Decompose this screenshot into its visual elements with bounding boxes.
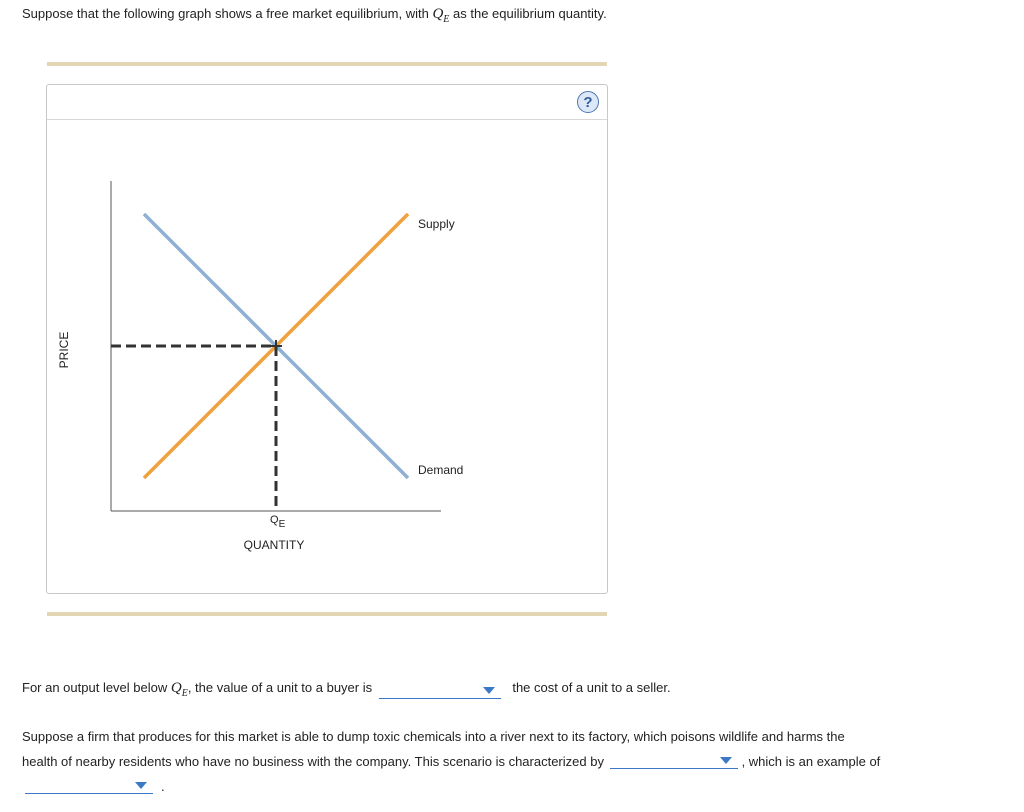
qe-symbol: $Q_E$	[170, 680, 188, 699]
bottom-divider	[47, 612, 607, 616]
graph-panel	[46, 84, 608, 594]
help-icon[interactable]: ?	[577, 91, 599, 113]
question-2-line-1: Suppose a firm that produces for this market is able to dump toxic chemicals into a river next to its factory, which poisons wildlife and harms the	[22, 729, 845, 744]
q2-text: , which is an example of	[741, 754, 881, 769]
intro-text-part: Suppose that the following graph shows a free market equilibrium, with	[22, 6, 433, 21]
q1-text: , the value of a unit to a buyer is	[187, 680, 376, 695]
intro-text-part: as the equilibrium quantity.	[449, 6, 607, 21]
question-1	[22, 680, 671, 699]
q1-text: For an output level below	[22, 680, 171, 695]
buyer-value-dropdown[interactable]	[379, 684, 501, 699]
dropdown-caret-icon	[483, 687, 495, 694]
y-axis-label: PRICE	[57, 331, 71, 369]
x-axis-label: QUANTITY	[243, 538, 305, 552]
demand-label: Demand	[418, 463, 464, 477]
dropdown-caret-icon	[135, 782, 147, 789]
supply-demand-chart	[47, 85, 607, 593]
qe-symbol: $Q_E$	[432, 6, 450, 25]
q2-text: .	[161, 779, 165, 794]
q2-text: health of nearby residents who have no business with the company. This scenario is characterized by	[22, 754, 608, 769]
question-2-line-2	[22, 754, 880, 769]
x-tick-label-qe: QE	[270, 514, 286, 530]
example-of-dropdown[interactable]	[25, 779, 153, 794]
scenario-dropdown[interactable]	[610, 754, 738, 769]
intro-text	[22, 6, 607, 25]
top-divider	[47, 62, 607, 66]
question-2-line-3	[22, 779, 165, 794]
supply-label: Supply	[418, 217, 455, 231]
dropdown-caret-icon	[720, 757, 732, 764]
q1-text: the cost of a unit to a seller.	[508, 680, 671, 695]
